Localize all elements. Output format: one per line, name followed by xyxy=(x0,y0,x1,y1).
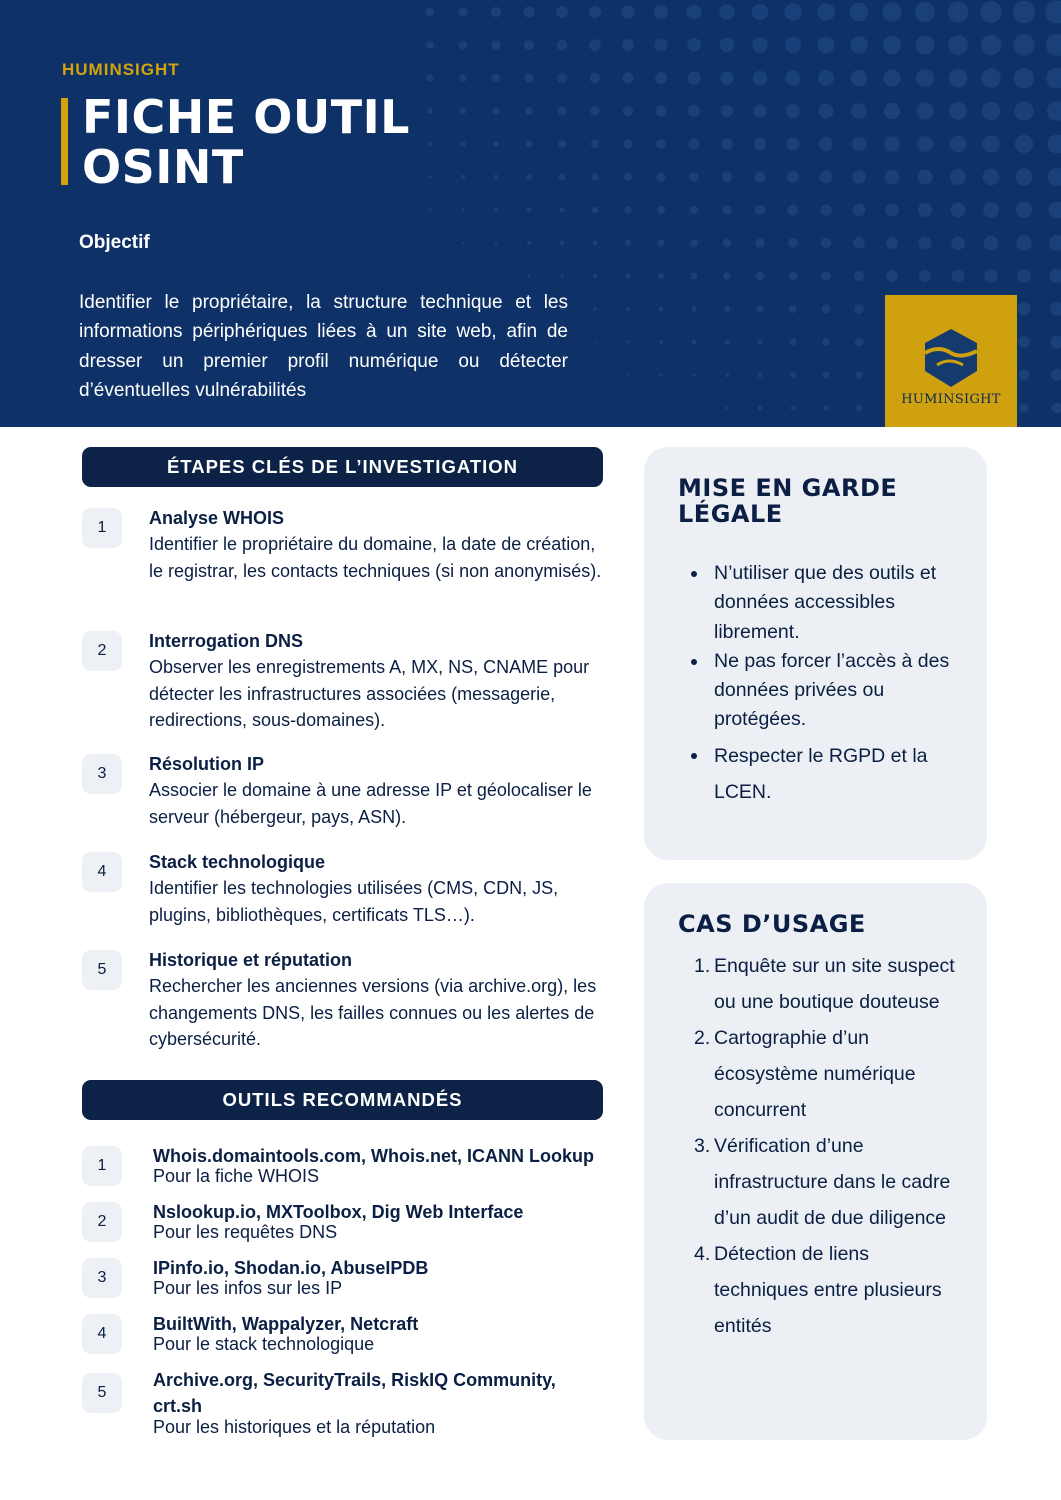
steps-section-heading: ÉTAPES CLÉS DE L’INVESTIGATION xyxy=(82,447,603,487)
dot xyxy=(785,70,800,85)
title-accent-bar xyxy=(61,98,68,185)
dot xyxy=(687,5,702,20)
dot xyxy=(722,205,731,214)
dot xyxy=(1051,336,1061,349)
dot xyxy=(789,272,798,281)
dot xyxy=(492,74,500,82)
dot xyxy=(688,72,701,85)
dot xyxy=(951,236,965,250)
legal-item-text: N’utiliser que des outils et données accessibles librement. xyxy=(714,562,937,643)
use-cases-card xyxy=(644,883,987,1440)
use-case-number: 1. xyxy=(694,955,711,977)
legal-warning-heading-line1: MISE EN GARDE xyxy=(678,474,898,502)
dot xyxy=(560,241,565,246)
dot xyxy=(720,71,734,85)
use-case-number: 3. xyxy=(694,1135,711,1157)
dot xyxy=(556,6,568,18)
tool-number: 2 xyxy=(82,1202,122,1242)
dot xyxy=(627,374,629,376)
step-number: 3 xyxy=(82,754,122,794)
dot xyxy=(462,242,464,244)
dot xyxy=(757,339,763,345)
dot xyxy=(817,3,835,21)
dot xyxy=(594,341,596,343)
dot xyxy=(823,372,830,379)
dot xyxy=(885,170,899,184)
dot xyxy=(949,69,968,88)
dot xyxy=(724,306,730,312)
dot xyxy=(752,37,767,52)
dot xyxy=(916,69,934,87)
page-title xyxy=(82,92,502,192)
list-item xyxy=(644,647,954,735)
dot xyxy=(981,35,1002,56)
dot xyxy=(1048,168,1061,186)
dot xyxy=(494,241,497,244)
dot xyxy=(723,272,730,279)
dot xyxy=(823,405,829,411)
dot xyxy=(724,339,729,344)
dot xyxy=(884,103,900,119)
dot xyxy=(655,105,666,116)
dot xyxy=(525,107,533,115)
dot xyxy=(786,104,800,118)
legal-warning-heading-line2: LÉGALE xyxy=(678,500,783,528)
use-case-text: Détection de liens techniques entre plusieurs entités xyxy=(714,1243,942,1337)
dot xyxy=(886,270,897,281)
dot xyxy=(756,272,764,280)
dot xyxy=(427,75,434,82)
dot xyxy=(785,37,801,53)
dot xyxy=(524,40,534,50)
bullet-icon xyxy=(691,659,697,665)
dot xyxy=(1047,101,1061,121)
tool-title: Archive.org, SecurityTrails, RiskIQ Community, crt.sh xyxy=(153,1370,556,1416)
dot xyxy=(591,173,598,180)
dot xyxy=(657,206,665,214)
dot xyxy=(1052,403,1061,414)
dot xyxy=(1050,302,1061,316)
dot xyxy=(855,371,862,378)
dot xyxy=(784,3,801,20)
dot xyxy=(429,209,432,212)
dot xyxy=(624,173,632,181)
dot xyxy=(1018,336,1030,348)
tool-number: 3 xyxy=(82,1258,122,1298)
use-case-text: Cartographie d’un écosystème numérique concurrent xyxy=(714,1027,916,1121)
dot xyxy=(851,103,867,119)
dot xyxy=(1013,1,1035,23)
dot xyxy=(655,72,667,84)
dot xyxy=(721,105,734,118)
dot xyxy=(982,102,1001,121)
dot xyxy=(458,7,468,17)
dot xyxy=(495,275,497,277)
dot xyxy=(919,270,931,282)
list-item xyxy=(644,1236,964,1344)
step-description: Identifier les technologies utilisées (CMS, CDN, JS, plugins, bibliothèques, certificats TLS…). xyxy=(149,878,559,925)
dot xyxy=(820,171,833,184)
dot xyxy=(818,37,835,54)
dot xyxy=(659,340,663,344)
dot xyxy=(687,38,701,52)
step-description: Rechercher les anciennes versions (via archive.org), les changements DNS, les failles connues ou les alertes de cybersécurité. xyxy=(149,976,597,1049)
dot xyxy=(886,237,898,249)
dot xyxy=(1018,369,1029,380)
dot xyxy=(951,203,966,218)
dot xyxy=(591,140,600,149)
dot xyxy=(791,406,796,411)
use-case-number: 4. xyxy=(694,1243,711,1265)
dot xyxy=(589,6,602,19)
objective-label: Objectif xyxy=(79,232,150,253)
dot xyxy=(654,5,668,19)
dot xyxy=(788,205,799,216)
tool-description: Pour la fiche WHOIS xyxy=(153,1166,320,1186)
dot xyxy=(820,204,832,216)
dot xyxy=(855,338,863,346)
dot xyxy=(1048,201,1061,218)
tool-title: Whois.domaintools.com, Whois.net, ICANN Lookup xyxy=(153,1146,594,1166)
dot xyxy=(949,102,967,120)
dot xyxy=(689,172,699,182)
step-number: 4 xyxy=(82,852,122,892)
dot xyxy=(625,273,630,278)
logo xyxy=(885,295,1017,427)
tool-description: Pour les infos sur les IP xyxy=(153,1278,343,1298)
dot xyxy=(527,208,532,213)
dot xyxy=(1014,101,1033,120)
dot xyxy=(623,139,632,148)
bullet-icon xyxy=(691,753,697,759)
dot xyxy=(788,238,798,248)
tool-title: IPinfo.io, Shodan.io, AbuseIPDB xyxy=(153,1258,429,1278)
dot xyxy=(753,104,766,117)
tool-title: BuiltWith, Wappalyzer, Netcraft xyxy=(153,1314,419,1334)
dot xyxy=(755,238,764,247)
dot xyxy=(853,237,864,248)
dot xyxy=(625,240,631,246)
dot xyxy=(722,172,733,183)
use-case-number: 2. xyxy=(694,1027,711,1049)
dot xyxy=(948,35,968,55)
dot xyxy=(593,274,597,278)
tool-title: Nslookup.io, MXToolbox, Dig Web Interface xyxy=(153,1202,524,1222)
dot xyxy=(691,306,697,312)
dot xyxy=(426,41,434,49)
step-description: Associer le domaine à une adresse IP et géolocaliser le serveur (hébergeur, pays, ASN). xyxy=(149,780,592,827)
dot xyxy=(754,171,765,182)
dot xyxy=(884,136,899,151)
dot xyxy=(459,41,468,50)
step-title: Stack technologique xyxy=(149,852,326,872)
step-number: 2 xyxy=(82,631,122,671)
dot xyxy=(590,106,600,116)
dot xyxy=(981,68,1001,88)
dot xyxy=(720,38,735,53)
list-item xyxy=(644,738,954,810)
dot xyxy=(854,304,863,313)
dot xyxy=(856,405,862,411)
dot xyxy=(1017,302,1030,315)
dot xyxy=(526,174,532,180)
dot xyxy=(590,73,601,84)
dot xyxy=(657,173,666,182)
dot xyxy=(725,373,729,377)
dot xyxy=(525,140,532,147)
dot xyxy=(461,208,464,211)
dot xyxy=(593,307,596,310)
dot xyxy=(950,136,967,153)
dot xyxy=(1045,0,1061,23)
tool-number: 5 xyxy=(82,1373,122,1413)
dot xyxy=(755,205,765,215)
dot xyxy=(690,206,699,215)
dot xyxy=(852,170,866,184)
dot xyxy=(882,2,901,21)
header-banner xyxy=(0,0,1061,427)
dot xyxy=(787,171,799,183)
dot xyxy=(950,169,966,185)
dot xyxy=(948,2,969,23)
logo-text: HUMINSIGHT xyxy=(901,392,1001,407)
dot xyxy=(693,407,696,410)
step-title: Analyse WHOIS xyxy=(149,508,285,528)
dot xyxy=(626,307,630,311)
dot xyxy=(983,169,1000,186)
dot xyxy=(854,271,864,281)
dot xyxy=(557,40,568,51)
tools-section-heading: OUTILS RECOMMANDÉS xyxy=(82,1080,603,1120)
dot xyxy=(852,137,867,152)
dot xyxy=(883,36,901,54)
dot xyxy=(1050,269,1061,284)
dot xyxy=(1015,168,1032,185)
dot xyxy=(883,69,900,86)
dot xyxy=(592,240,597,245)
dot xyxy=(851,70,868,87)
tool-description: Pour les historiques et la réputation xyxy=(153,1417,436,1437)
dot xyxy=(1019,403,1029,413)
dot xyxy=(491,7,501,17)
dot xyxy=(558,140,566,148)
dot xyxy=(918,203,932,217)
dot xyxy=(656,139,666,149)
step-number: 5 xyxy=(82,950,122,990)
tool-number: 1 xyxy=(82,1146,122,1186)
dot xyxy=(659,307,664,312)
step-description: Observer les enregistrements A, MX, NS, CNAME pour détecter les infrastructures associées (messagerie, redirections, sous-domaines). xyxy=(149,657,590,730)
dot xyxy=(790,372,796,378)
dot xyxy=(658,240,665,247)
dot xyxy=(524,73,533,82)
dot xyxy=(494,208,498,212)
use-cases-heading: CAS D’USAGE xyxy=(678,910,866,938)
dot xyxy=(491,40,500,49)
tool-description: Pour le stack technologique xyxy=(153,1334,375,1354)
dot xyxy=(557,73,567,83)
dot xyxy=(528,275,531,278)
dot xyxy=(790,339,797,346)
list-item xyxy=(644,1020,964,1128)
dot xyxy=(1015,135,1033,153)
dot xyxy=(1016,235,1031,250)
legal-item-text: Ne pas forcer l’accès à des données privées ou protégées. xyxy=(714,649,950,731)
tool-number: 4 xyxy=(82,1314,122,1354)
use-case-text: Enquête sur un site suspect ou une boutique douteuse xyxy=(714,955,955,1013)
dot xyxy=(915,35,934,54)
dot xyxy=(819,104,834,119)
legal-warning-card xyxy=(644,447,987,860)
dot xyxy=(821,238,832,249)
dot xyxy=(558,107,567,116)
dot xyxy=(753,71,767,85)
dot xyxy=(1017,269,1031,283)
dot xyxy=(821,271,831,281)
dot xyxy=(752,4,768,20)
step-number: 1 xyxy=(82,508,122,548)
dot xyxy=(1016,202,1032,218)
dot xyxy=(622,72,633,83)
dot xyxy=(654,38,667,51)
dot xyxy=(589,39,601,51)
legal-warning-heading xyxy=(678,475,897,527)
dot xyxy=(917,169,932,184)
dot xyxy=(1046,67,1061,88)
dot xyxy=(982,135,1000,153)
dot xyxy=(623,106,633,116)
dot xyxy=(917,136,933,152)
list-item xyxy=(644,948,964,1020)
dot xyxy=(822,338,830,346)
dot xyxy=(723,239,731,247)
use-case-text: Vérification d’une infrastructure dans le cadre d’un audit de due diligence xyxy=(714,1135,951,1229)
dot xyxy=(818,70,834,86)
dot xyxy=(789,305,797,313)
dot xyxy=(850,36,868,54)
dot xyxy=(719,4,735,20)
dot xyxy=(624,206,631,213)
dot xyxy=(885,203,898,216)
dot xyxy=(689,139,700,150)
list-item xyxy=(644,559,954,647)
dot xyxy=(983,202,999,218)
tool-description: Pour les requêtes DNS xyxy=(153,1222,338,1242)
list-item xyxy=(644,1128,964,1236)
dot xyxy=(692,373,696,377)
dot xyxy=(559,207,565,213)
legal-item-text: Respecter le RGPD et la LCEN. xyxy=(714,744,928,803)
dot xyxy=(559,174,566,181)
dot xyxy=(622,39,634,51)
dot xyxy=(1014,68,1034,88)
use-cases-list xyxy=(644,948,964,1344)
dot xyxy=(592,207,598,213)
bullet-icon xyxy=(691,571,697,577)
dot xyxy=(915,2,935,22)
dot xyxy=(952,270,965,283)
dot xyxy=(725,406,728,409)
dot xyxy=(756,305,763,312)
dot xyxy=(853,204,865,216)
dot xyxy=(757,372,762,377)
dot xyxy=(754,138,766,150)
objective-text: Identifier le propriétaire, la structure technique et les informations périphériques liées à un site web, afin de dresser un premier profil numérique ou détecter d’éventuelles vulnérabilités xyxy=(79,292,568,402)
dot xyxy=(1013,34,1034,55)
dot xyxy=(721,138,733,150)
legal-warning-list xyxy=(644,559,954,810)
dot xyxy=(984,236,998,250)
dot xyxy=(459,74,467,82)
dot xyxy=(916,102,933,119)
dot xyxy=(822,305,831,314)
page-title-line2: OSINT xyxy=(82,140,244,194)
step-title: Historique et réputation xyxy=(149,950,353,970)
dot xyxy=(426,8,435,17)
dot xyxy=(984,269,997,282)
dot xyxy=(626,340,629,343)
page-title-line1: FICHE OUTIL xyxy=(82,90,410,144)
dot xyxy=(1047,134,1061,153)
dot xyxy=(660,374,663,377)
dot xyxy=(560,274,564,278)
dot xyxy=(523,6,534,17)
dot xyxy=(658,273,664,279)
handshake-shield-icon xyxy=(921,327,981,389)
brand-name: HUMINSIGHT xyxy=(62,60,180,79)
dot xyxy=(980,1,1002,23)
dot xyxy=(758,406,762,410)
step-title: Résolution IP xyxy=(149,754,265,774)
dot xyxy=(1049,235,1061,251)
dot xyxy=(850,3,869,22)
dot xyxy=(819,137,833,151)
step-title: Interrogation DNS xyxy=(149,631,304,651)
dot xyxy=(691,273,698,280)
step-description: Identifier le propriétaire du domaine, la date de création, le registrar, les contacts techniques (si non anonymisés). xyxy=(149,534,602,581)
dot xyxy=(527,241,531,245)
dot xyxy=(1046,34,1061,56)
dot xyxy=(1051,369,1061,381)
dot xyxy=(692,340,697,345)
dot xyxy=(621,5,634,18)
dot xyxy=(919,237,932,250)
dot xyxy=(688,105,700,117)
dot xyxy=(690,239,698,247)
dot xyxy=(786,137,799,150)
